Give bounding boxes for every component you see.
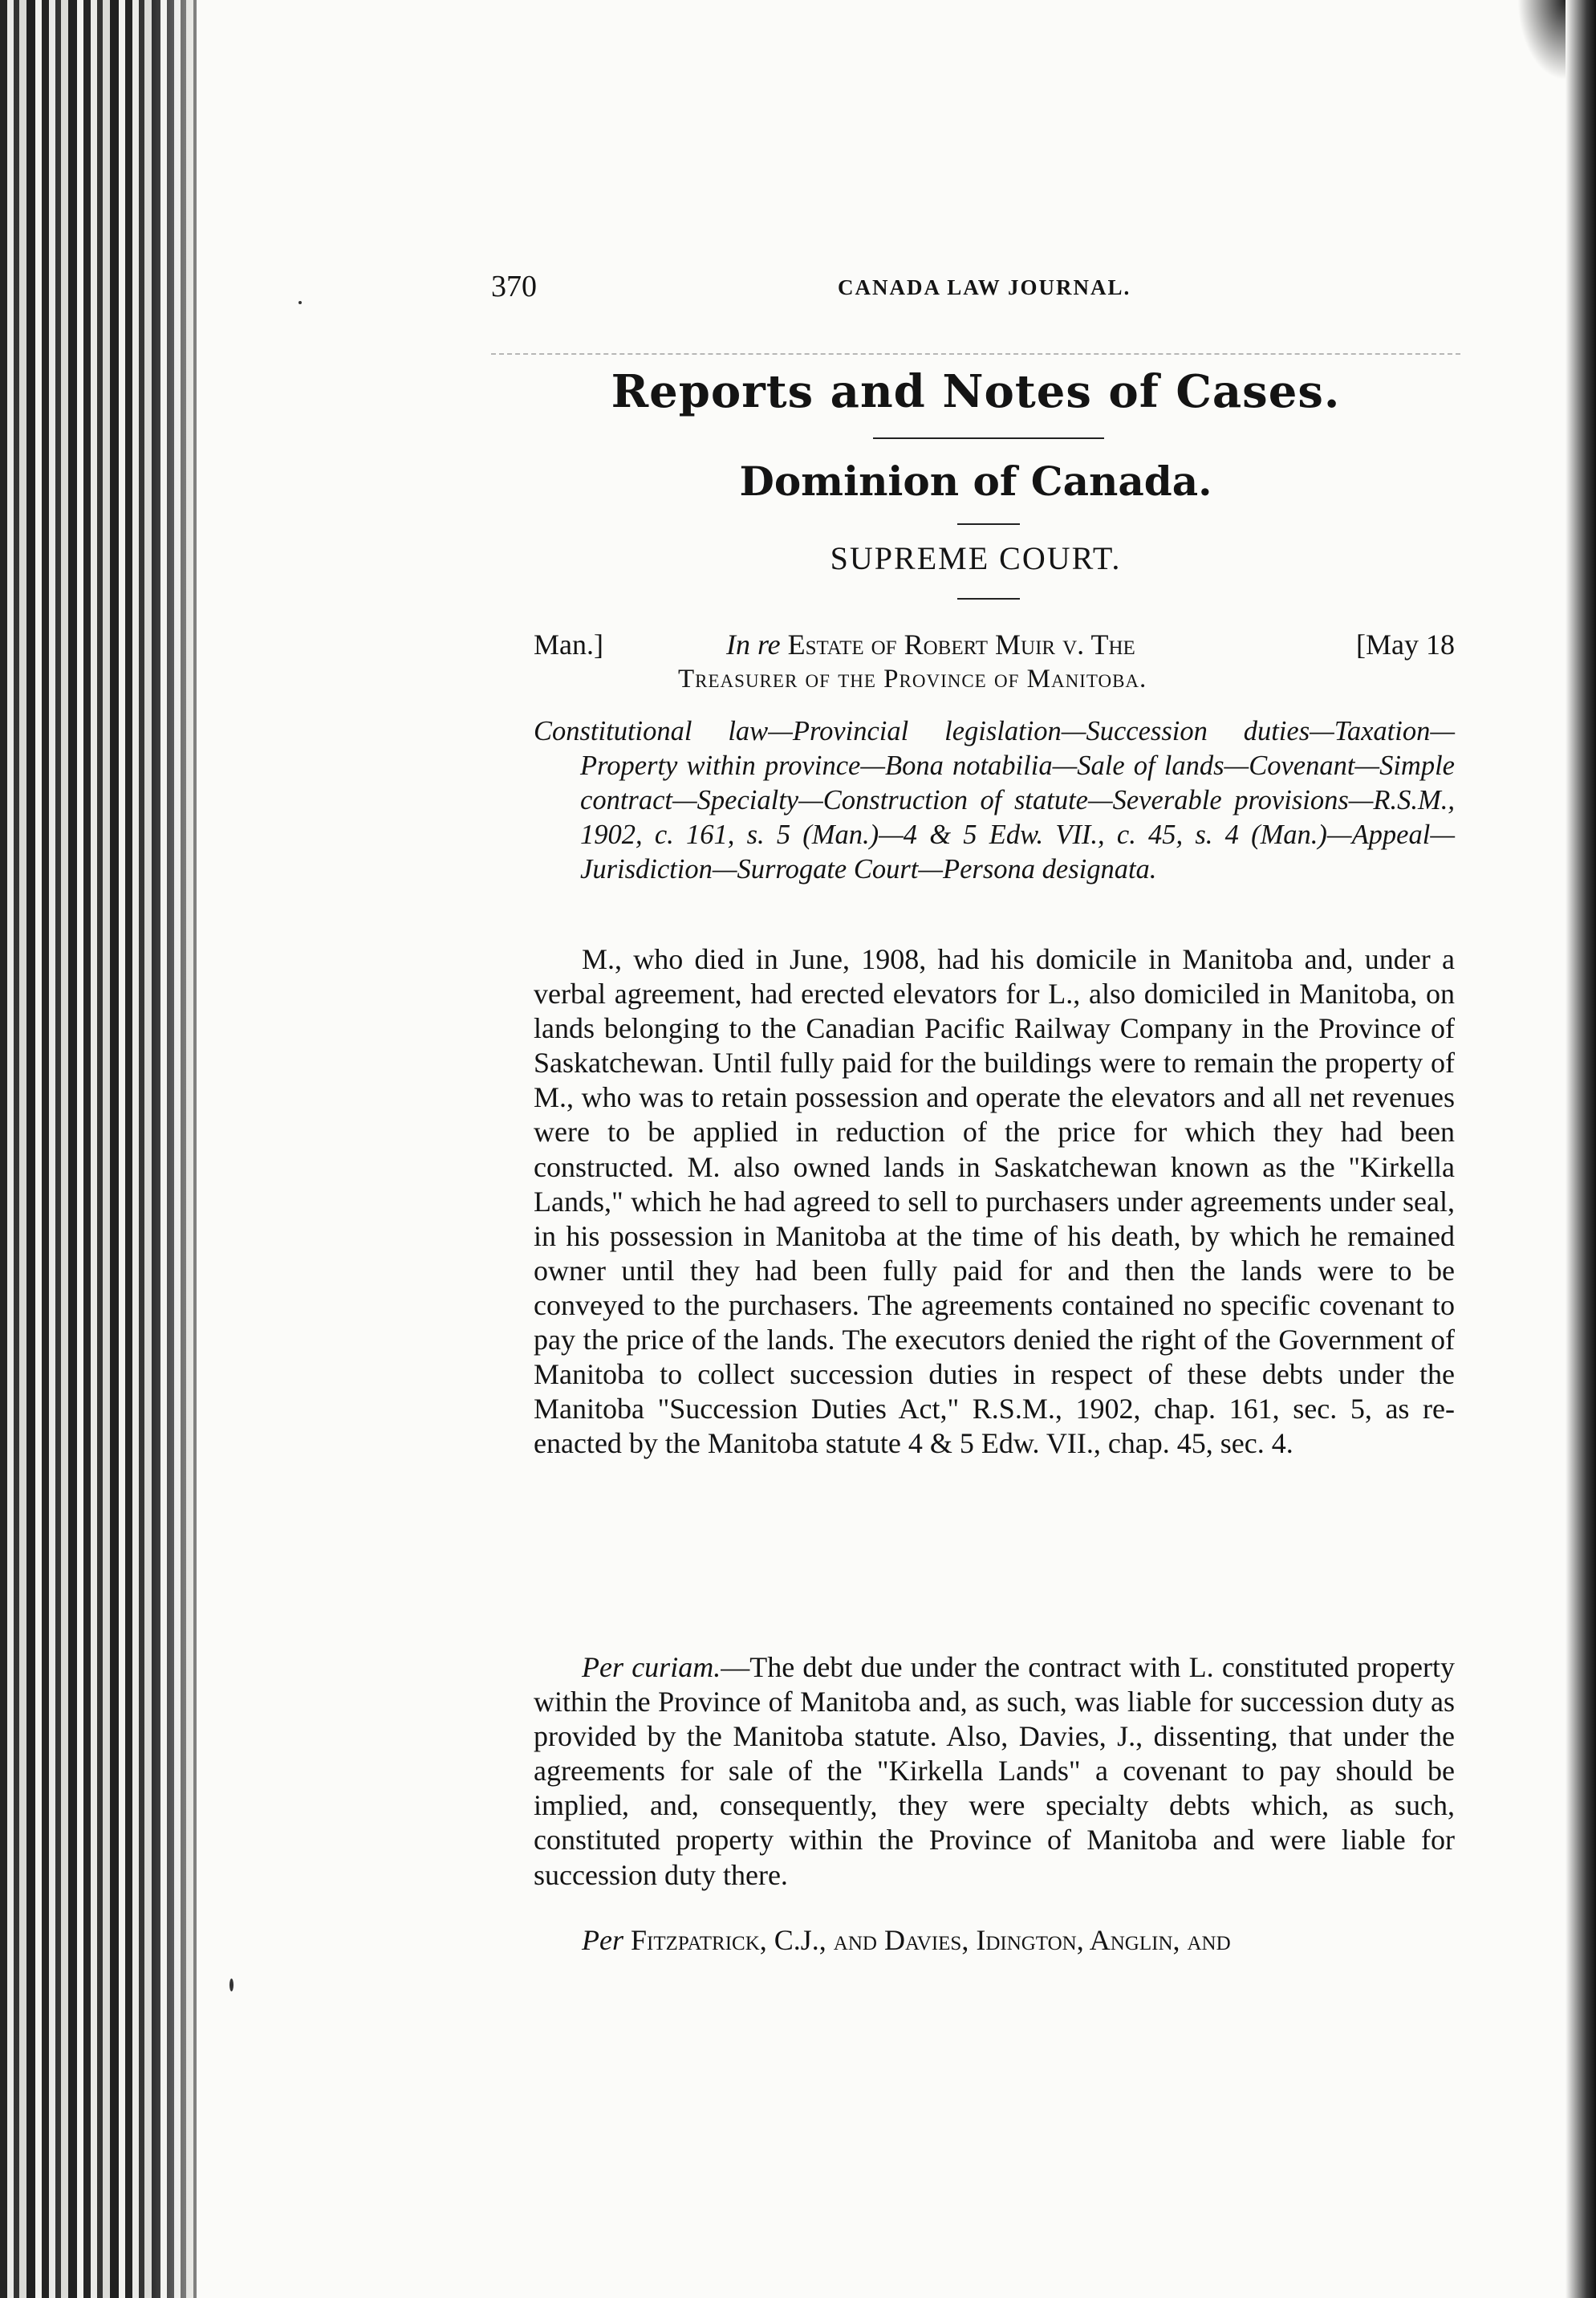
case-title (726, 628, 1135, 661)
body-paragraph-3 (534, 1923, 1455, 1958)
binding-shadow (144, 0, 273, 2298)
ink-speck (298, 301, 302, 304)
section-rule (873, 437, 1104, 439)
case-province: Man.] (534, 628, 603, 661)
court-name: SUPREME COURT. (830, 540, 1122, 576)
per-curiam-text: —The debt due under the contract with L. constituted property within the Province of Manitoba and, as such, was liable for succession duty as provided by the Manitoba statute. Also, Davies, J., dissenting, that under the agreements for sale of the "Kirkella Lands" a covenant to pay should be implied, and, consequently, they were specialty debts which, as such, constituted property within the Province of Manitoba and were liable for succession duty there. (534, 1651, 1455, 1891)
case-title-line2: Treasurer of the Province of Manitoba. (678, 665, 1147, 693)
per-curiam-lead: Per curiam. (582, 1651, 721, 1683)
case-title-prefix: In re (726, 628, 781, 661)
section-title: Reports and Notes of Cases. (611, 365, 1341, 418)
page-number: 370 (491, 270, 537, 303)
case-date: [May 18 (1356, 628, 1455, 661)
header-rule (491, 353, 1460, 355)
case-title-line1: Estate of Robert Muir v. The (787, 628, 1135, 661)
court-rule (957, 598, 1020, 600)
per-lead: Per (582, 1924, 623, 1956)
body-paragraph-2 (534, 1650, 1455, 1893)
per-judges-text: Fitzpatrick, C.J., and Davies, Idington, Anglin, and (630, 1924, 1231, 1956)
headnote (534, 714, 1455, 887)
corner-blemish (1517, 0, 1566, 80)
headnote-text: Constitutional law—Provincial legislation—Succession duties—Taxation—Property within province—Bona notabilia—Sale of lands—Covenant—Simple contract—Specialty—Construction of statute—Severable provisions—R.S.M., 1902, c. 161, s. 5 (Man.)—4 & 5 Edw. VII., c. 45, s. 4 (Man.)—Appeal—Jurisdiction—Surrogate Court—Persona designata. (534, 716, 1455, 885)
running-head (491, 269, 1460, 309)
right-page-edge (1566, 0, 1596, 2298)
subsection-title: Dominion of Canada. (739, 458, 1212, 505)
subsection-rule (957, 523, 1020, 525)
body-paragraph-1: M., who died in June, 1908, had his domicile in Manitoba and, under a verbal agreement, had erected elevators for L., also domiciled in Manitoba, on lands belonging to the Canadian Pacific Railway Company in the Province of Saskatchewan. Until fully paid for the buildings were to remain the property of M., who was to retain possession and operate the elevators and all net revenues were to be applied in reduction of the price for which they had been constructed. M. also owned lands in Saskatchewan known as the "Kirkella Lands," which he had agreed to sell to purchasers under agreements under seal, in his possession in Manitoba at the time of his death, by which he remained owner until they had been fully paid for and then the lands were to be conveyed to the purchasers. The agreements contained no specific covenant to pay the price of the lands. The executors denied the right of the Government of Manitoba to collect succession duties in respect of these debts under the Manitoba "Succession Duties Act," R.S.M., 1902, chap. 161, sec. 5, as re-enacted by the Manitoba statute 4 & 5 Edw. VII., chap. 45, sec. 4. (534, 943, 1455, 1460)
ink-speck (229, 1979, 234, 1991)
journal-title: CANADA LAW JOURNAL. (838, 275, 1131, 299)
